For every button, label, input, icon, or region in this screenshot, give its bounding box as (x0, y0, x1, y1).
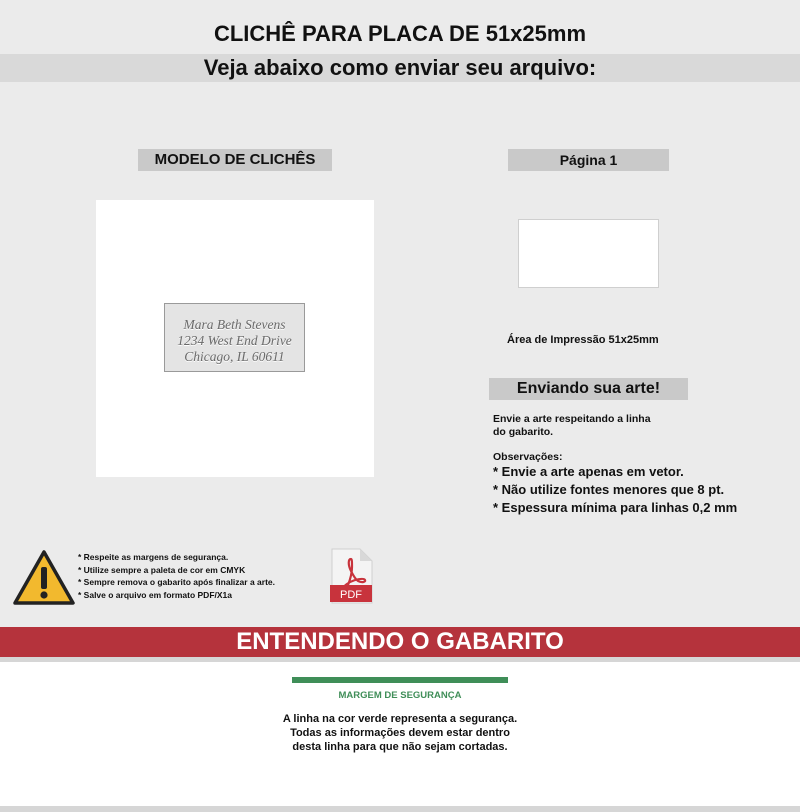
tip-item: * Sempre remova o gabarito após finalizar a arte. (78, 577, 275, 587)
sending-text (493, 413, 651, 439)
safety-explanation (0, 712, 800, 754)
tip-item: * Respeite as margens de segurança. (78, 552, 229, 562)
page-title: CLICHÊ PARA PLACA DE 51x25mm (213, 21, 587, 46)
tip-item: * Utilize sempre a paleta de cor em CMYK (78, 564, 246, 575)
cliche-line-2: 1234 West End Drive (177, 333, 292, 348)
warning-icon (13, 550, 75, 606)
section-divider (0, 657, 800, 662)
obs-item: * Envie a arte apenas em vetor. (493, 464, 684, 479)
page-subtitle: Veja abaixo como enviar seu arquivo: (203, 55, 597, 80)
explain-line: desta linha para que não sejam cortadas. (292, 741, 508, 753)
pdf-label: PDF (340, 589, 362, 601)
sending-text-line: do gabarito. (493, 426, 554, 438)
tips-list (78, 551, 275, 601)
page-label: Página 1 (508, 149, 669, 171)
cliche-line-1: Mara Beth Stevens (183, 317, 286, 332)
section-title: ENTENDENDO O GABARITO (236, 628, 564, 655)
print-area-label: Área de Impressão 51x25mm (507, 334, 659, 346)
bottom-divider (0, 806, 800, 812)
explain-line: Todas as informações devem estar dentro (290, 727, 510, 739)
print-area-box (518, 219, 659, 288)
pdf-file-icon (328, 547, 374, 605)
cliche-sample (164, 303, 305, 372)
obs-item: * Não utilize fontes menores que 8 pt. (493, 482, 725, 497)
cliche-line-3: Chicago, IL 60611 (184, 349, 285, 364)
explain-line: A linha na cor verde representa a segurança. (282, 713, 518, 725)
sending-text-line: Envie a arte respeitando a linha (493, 413, 651, 425)
obs-title: Observações: (493, 451, 563, 463)
model-label: MODELO DE CLICHÊS (138, 149, 332, 171)
obs-item: * Espessura mínima para linhas 0,2 mm (493, 500, 738, 515)
tip-item: * Salve o arquivo em formato PDF/X1a (78, 589, 232, 600)
safety-margin-line (292, 677, 508, 683)
safety-margin-label: MARGEM DE SEGURANÇA (338, 690, 462, 701)
sending-label: Enviando sua arte! (489, 378, 688, 400)
